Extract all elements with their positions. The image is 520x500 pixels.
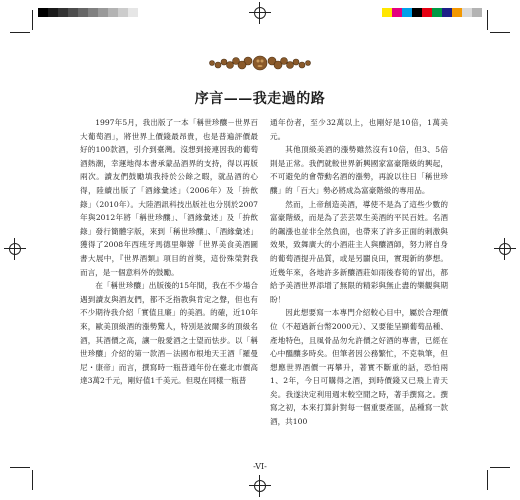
color-swatch <box>392 8 402 17</box>
crop-mark <box>32 470 33 490</box>
paragraph: 其他頂級美酒的漲勢雖然沒有10倍，但3、5倍則是正常。我們就較世界新興國家富豪階級的興起，不可避免的會帶動名酒的漲勢，再說以往日「稱世珍釀」的「百大」勢必將成為富豪階級的專用品。 <box>270 145 448 195</box>
gray-swatch <box>48 8 58 17</box>
gray-swatch <box>98 8 108 17</box>
color-calibration-bar <box>382 8 482 17</box>
color-swatch <box>422 8 432 17</box>
gray-swatch <box>38 8 48 17</box>
left-column <box>80 116 258 388</box>
color-swatch <box>382 8 392 17</box>
paragraph: 在「稱世珍釀」出版後的15年間，我在不少場合遇到讀友與酒友們，都不乏指教與肯定之聲，但也有不少期待我介紹「實值且廉」的美酒。的確，近10年來，歐美頂級酒的漲勢驚人，特別是波爾多的頂級名酒，其酒價之高，讓一般愛酒之士望而怯步。以「稱世珍釀」介紹的第一款酒－法國布根地天王酒「羅曼尼・康帝」而言，撰寫時一瓶普通年份在臺北市價高達3萬2千元，剛好值1千美元。但現在同樣一瓶普 <box>80 281 258 386</box>
crop-mark <box>487 470 488 490</box>
gray-swatch <box>78 8 88 17</box>
right-column <box>270 116 448 429</box>
paragraph: 1997年5月，我出版了一本「稱世珍釀－世界百大葡萄酒」，將世界上價錢最昂貴，也是普遍評價最好的100款酒，引介到臺灣。沒想到接連因我的葡萄酒熱潮，幸運地得本書承蒙品酒界的支持，得以再版兩次。讀友們鼓勵填我持於公餘之暇，就品酒的心得，陸續出版了「酒緣彙述」（2006年）及「拚飲錄」（2010年）。大陸酒訊科技出版社也分別於2007年與2012年將「稱世珍釀」、「酒緣彙述」及「拚飲錄」發行簡體字版，來到「稱世珍釀」、「酒緣彙述」獲得了2008年西班牙馬德里舉辦「世界美食美酒圖書大展中，『世界酒類』項目的首獎，這份殊榮對我而言，是一個意料外的鼓勵。 <box>80 118 258 277</box>
crop-mark <box>487 10 488 30</box>
grayscale-calibration-bar <box>38 8 138 17</box>
crop-mark <box>490 32 510 33</box>
color-swatch <box>452 8 462 17</box>
registration-mark-right <box>494 238 516 260</box>
paragraph: 然而，上帝創造美酒，導使不是為了這些少數的富豪階級，而是為了芸芸眾生美酒的平民百姓。名酒的飆漲也並非全然負面，也帶來了許多正面的刺激與效果，致舞廣大的小酒莊主人與釀酒師，努力將自身的葡萄酒提升品質，或是另闢良田，實現新的夢想。近幾年來，各地許多新釀酒莊如雨後春筍的冒出，都給予美酒世界添增了無限的精彩與無止盡的樂觀與期盼！ <box>270 199 448 304</box>
color-swatch <box>432 8 442 17</box>
grape-ornament-icon <box>200 48 320 78</box>
gray-swatch <box>68 8 78 17</box>
color-swatch <box>472 8 482 17</box>
crop-mark <box>32 10 33 30</box>
registration-mark-left <box>4 238 26 260</box>
color-swatch <box>462 8 472 17</box>
color-swatch <box>442 8 452 17</box>
gray-swatch <box>118 8 128 17</box>
gray-swatch <box>128 8 138 17</box>
gray-swatch <box>108 8 118 17</box>
registration-mark-top <box>249 2 271 24</box>
registration-mark-bottom <box>249 475 271 497</box>
paragraph: 通年份者，至少32萬以上，也剛好是10倍，1萬美元。 <box>270 118 448 141</box>
color-swatch <box>402 8 412 17</box>
color-swatch <box>412 8 422 17</box>
paragraph: 因此想要寫一本專門介紹較心目中，屬於合理價位（不超過新台幣2000元）、又要能呈顯葡萄品種、產地特色，且風骨品勿允許價之好酒的專書，已經在心中醞釀多時矣。但筆者因公務繁忙，不克執筆，但想應世界酒價一再攀升，著實不斷重的話，恐怕兩1、2年，今日可購得之酒，到時價錢又已飛上青天矣。我遂決定利用週末較空閒之時，著手撰寫之。撰寫之初，本來打算針對每一個重要產區，品種寫一款酒，共100 <box>270 308 448 427</box>
gray-swatch <box>58 8 68 17</box>
crop-mark <box>10 32 30 33</box>
page-number: -VI- <box>253 462 267 471</box>
page-title: 序言——我走過的路 <box>194 91 326 107</box>
gray-swatch <box>88 8 98 17</box>
